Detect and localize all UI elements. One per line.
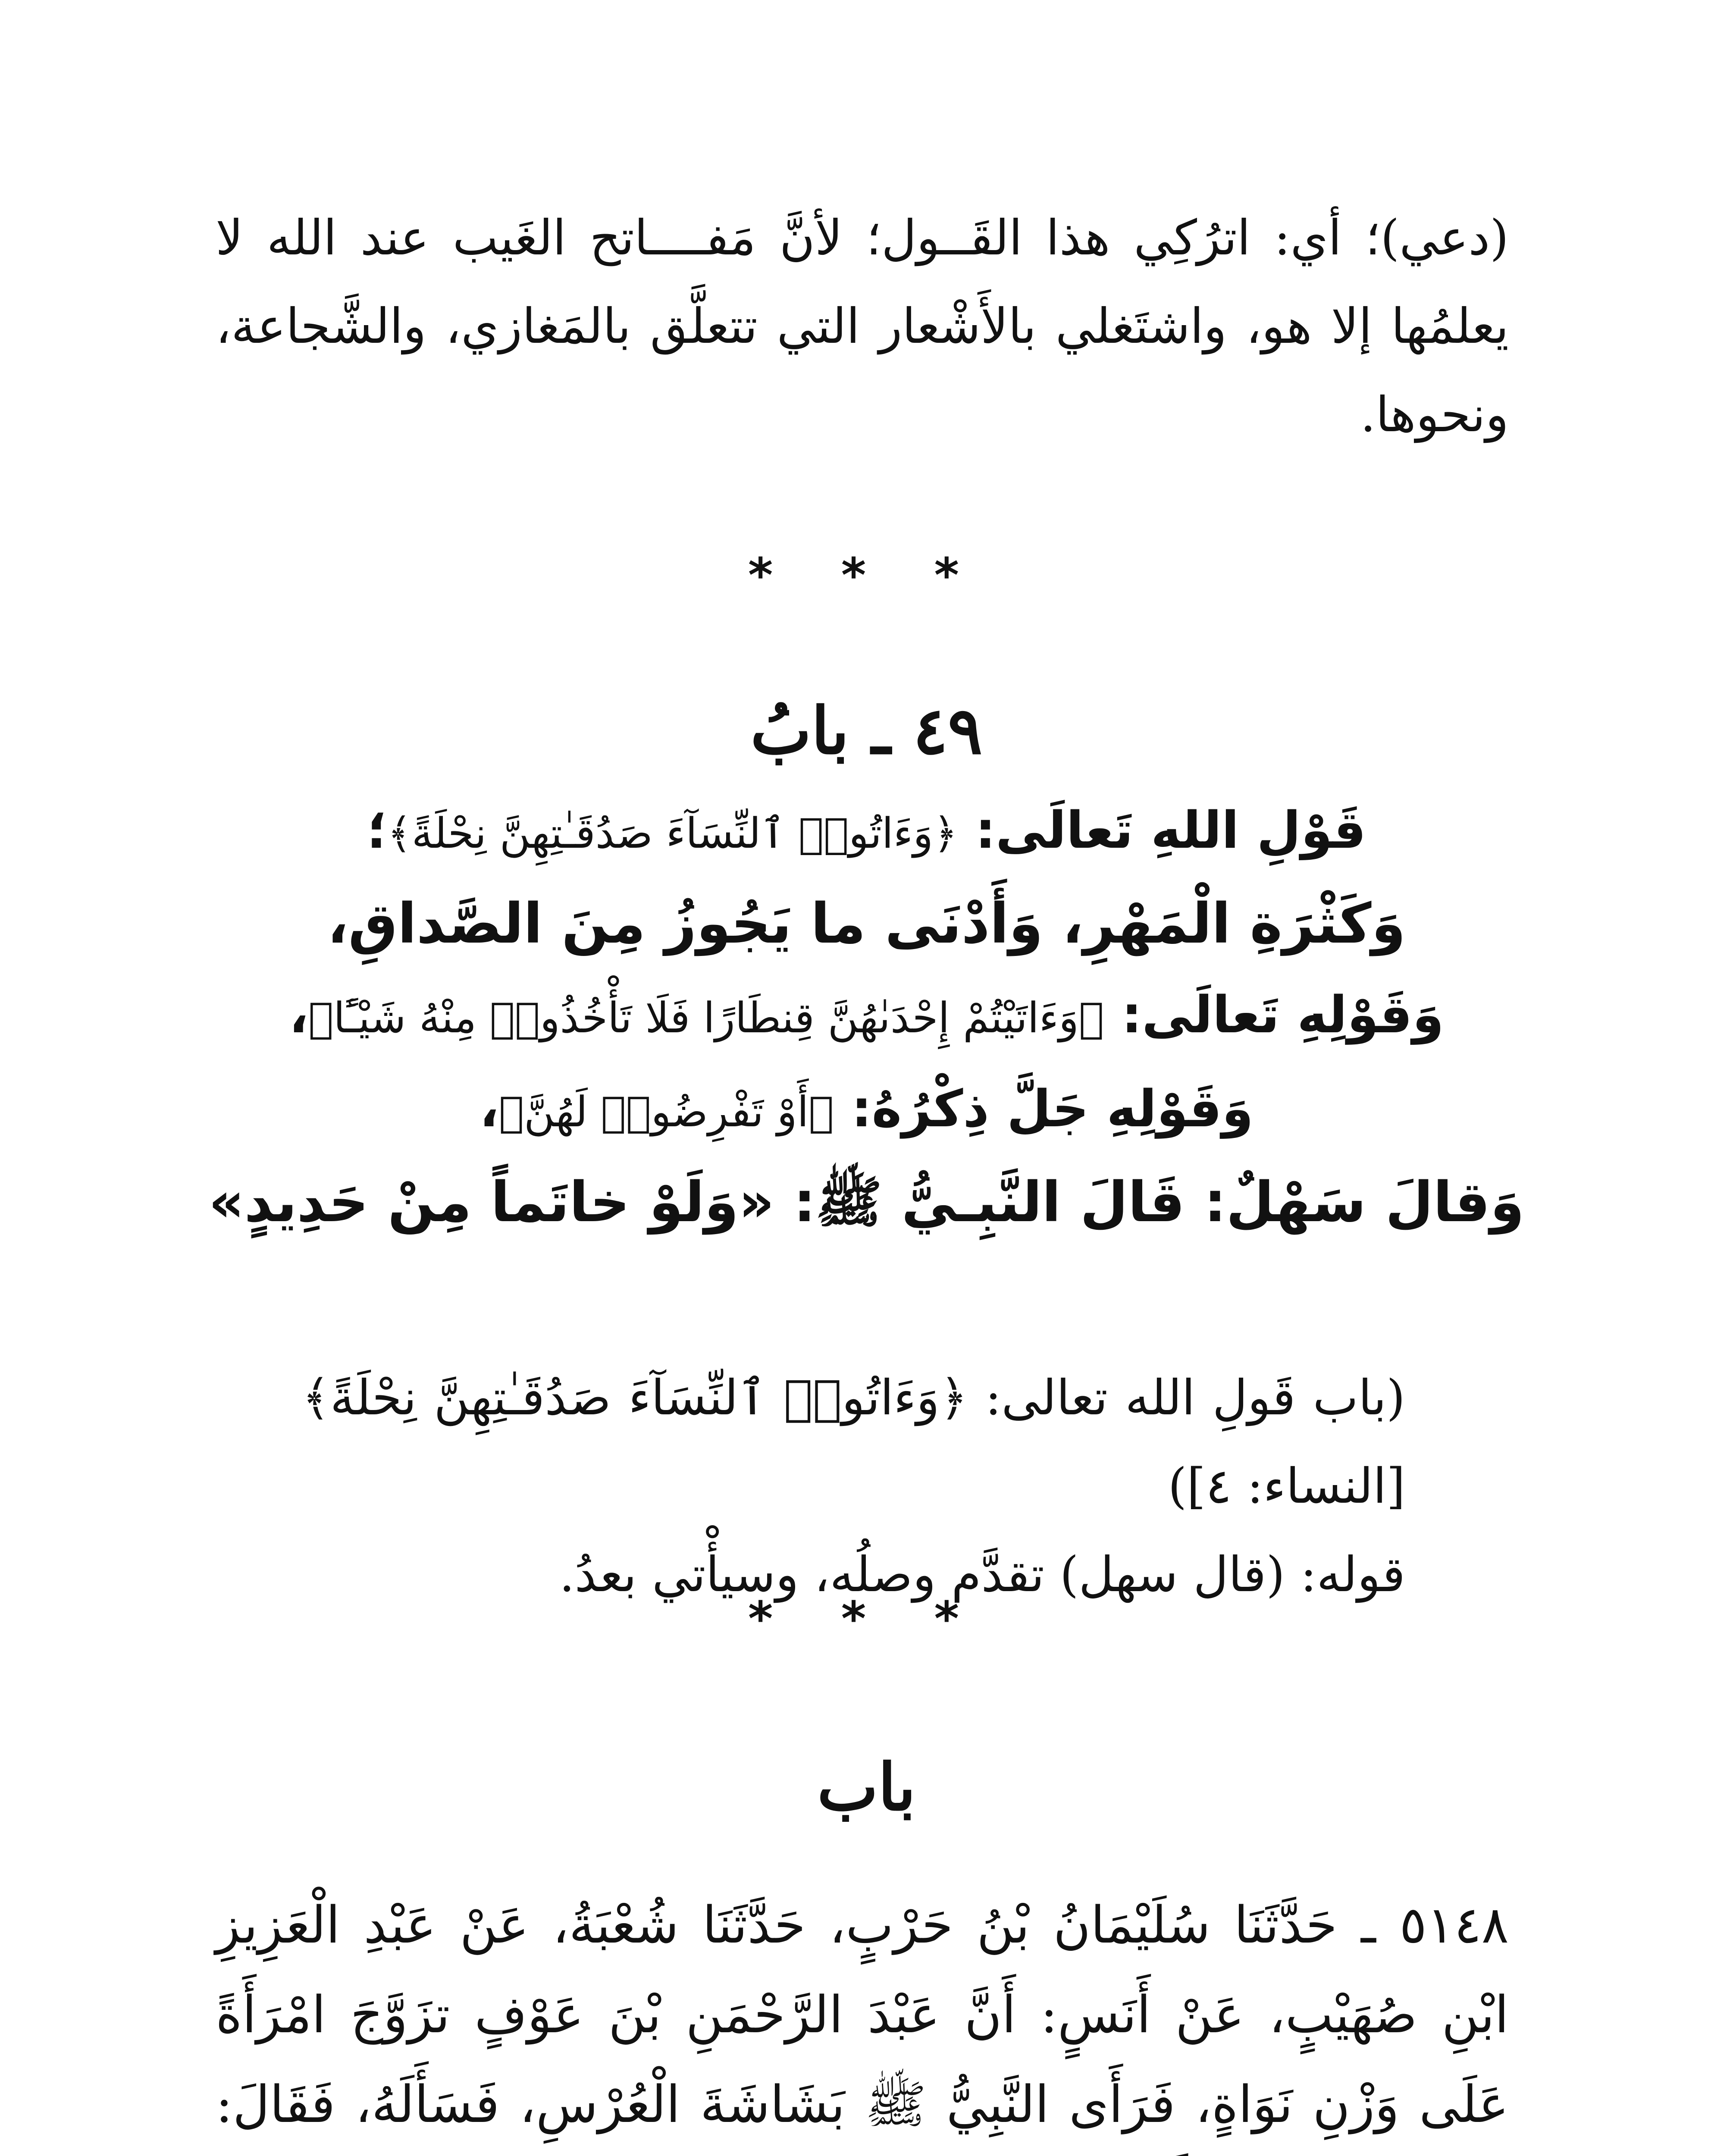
chapter-title-line-2: وَكَثْرَةِ الْمَهْرِ، وَأَدْنَى ما يَجُوزُ مِنَ الصَّداقِ، bbox=[327, 892, 1406, 956]
punctuation: ، bbox=[289, 985, 309, 1044]
hadith-paragraph: ٥١٤٨ ـ حَدَّثَنَا سُلَيْمَانُ بْنُ حَرْبٍ، حَدَّثَنَا شُعْبَةُ، عَنْ عَبْدِ الْعَزِيزِ ابْنِ صُهَيْبٍ، عَنْ أَنَسٍ: أَنَّ عَبْدَ الرَّحْمَنِ بْنَ عَوْفٍ تزَوَّجَ امْرَأَةً عَلَى وَزْنِ نَوَاةٍ، فَرَأَى النَّبِيُّ ﷺ بَشَاشَةَ الْعُرْسِ، فَسَأَلَهُ، فَقَالَ: bbox=[216, 1895, 1509, 2134]
section-separator: * * * bbox=[748, 1591, 985, 1646]
quran-verse: ﴿وَءَاتُوا۟ ٱلنِّسَآءَ صَدُقَـٰتِهِنَّ نِحْلَةً﴾ bbox=[387, 809, 958, 858]
chapter-number-heading: ٤٩ ـ بابُ bbox=[750, 693, 983, 769]
chapter-title-line-1 bbox=[121, 785, 1612, 879]
punctuation: ؛ bbox=[367, 800, 388, 860]
section-separator: * * * bbox=[748, 548, 985, 603]
quran-verse: ﴿أَوْ تَفْرِضُوا۟ لَهُنَّ﴾ bbox=[498, 1087, 834, 1136]
commentary-note-line-1: (باب قَولِ الله تعالى: ﴿وَءَاتُوا۟ ٱلنِّسَآءَ صَدُقَـٰتِهِنَّ نِحْلَةً﴾ [النساء: ٤]) bbox=[302, 1370, 1405, 1514]
commentary-note-line-2: قوله: (قال سهل) تقدَّم وصلُه، وسيأْتي بعدُ. bbox=[559, 1547, 1405, 1603]
commentary-paragraph: (دعي)؛ أي: اترُكِي هذا القَــول؛ لأنَّ مَفــــاتح الغَيب عند الله لا يعلمُها إلا هو، واشتَغلي بالأَشْعار التي تتعلَّق بالمَغازي، والشَّجاعة، ونحوها. bbox=[216, 210, 1509, 443]
punctuation: ، bbox=[479, 1079, 499, 1138]
quran-verse: ﴿وَءَاتَيْتُمْ إِحْدَىٰهُنَّ قِنطَارًا فَلَا تَأْخُذُوا۟ مِنْهُ شَيْـًٔا﴾ bbox=[308, 993, 1104, 1042]
commentary-note bbox=[302, 1354, 1405, 1619]
chapter-title-line-3 bbox=[121, 969, 1612, 1063]
chapter-title-line-5: وَقالَ سَهْلٌ: قَالَ النَّبِـيُّ ﷺ: «وَلَوْ خاتَماً مِنْ حَدِيدٍ» bbox=[208, 1170, 1525, 1235]
chapter-title-line-1-text: قَوْلِ اللهِ تَعالَى: bbox=[957, 800, 1366, 860]
chapter-title-line-4-text: وَقَوْلِهِ جَلَّ ذِكْرُهُ: bbox=[834, 1079, 1254, 1138]
chapter-title-line-3-text: وَقَوْلِهِ تَعالَى: bbox=[1103, 985, 1444, 1044]
chapter-title-line-4 bbox=[121, 1063, 1612, 1157]
chapter-title-block bbox=[121, 785, 1612, 1248]
bab-heading: باب bbox=[817, 1749, 916, 1825]
